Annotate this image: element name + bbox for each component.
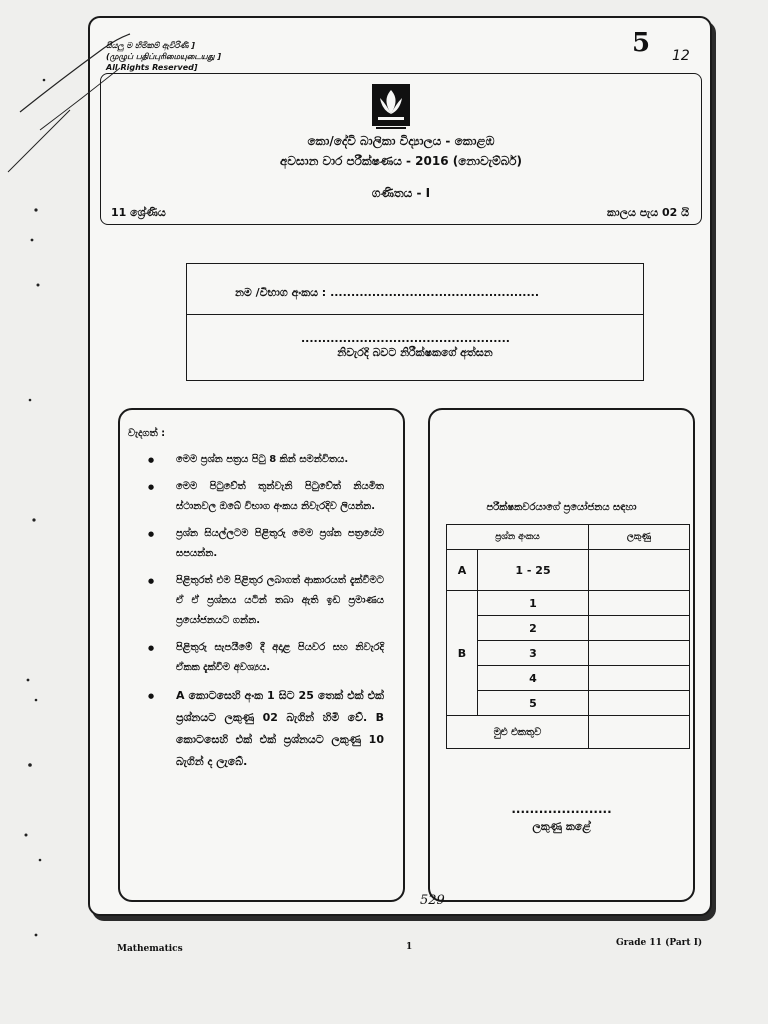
exam-title: අවසාන වාර පරීක්ෂණය - 2016 (නොවැම්බර්) bbox=[279, 154, 523, 168]
marks-cell[interactable] bbox=[589, 666, 690, 691]
question-number: 5 bbox=[478, 691, 589, 716]
marks-cell[interactable] bbox=[589, 550, 690, 591]
instruction-item: ● පිළිතුරත් එම පිළිතුර ලබාගත් ආකාරයත් දැක්වීමට ඒ ඒ ප්‍රශ්නය යටින් තබා ඇති ඉඩ ප්‍රමාණය ප්‍රයෝජනයට ගන්න. bbox=[148, 571, 384, 631]
time-allowed: කාලය පැය 02 යි bbox=[607, 206, 689, 219]
marks-cell[interactable] bbox=[589, 691, 690, 716]
footer-subject: Mathematics bbox=[117, 944, 183, 954]
instruction-item: ● A කොටසෙහි අංක 1 සිට 25 තෙක් එක් එක් ප්‍රශ්නයට ලකුණු 02 බැගින් හිමි වේ. B කොටසෙහි එක් එක් ප්‍රශ්නයට ලකුණු 10 බැගින් ද ලැබේ. bbox=[148, 685, 384, 773]
instructions-list bbox=[148, 450, 384, 780]
copyright-tamil: (முழுப் பதிப்புரிமையுடையது ] bbox=[106, 52, 222, 61]
marks-cell[interactable] bbox=[589, 591, 690, 616]
candidate-details-box bbox=[186, 263, 644, 381]
grade-label: 11 ශ්‍රේණිය bbox=[111, 206, 166, 219]
box-divider bbox=[187, 314, 643, 315]
supervisor-signature-line[interactable]: .................................................. bbox=[301, 332, 510, 345]
instructions-box bbox=[118, 408, 405, 902]
footer-grade: Grade 11 (Part I) bbox=[616, 938, 703, 948]
paper-header bbox=[100, 73, 702, 225]
table-row bbox=[447, 525, 690, 550]
part-a-label: A bbox=[447, 550, 478, 591]
instruction-item: ● මෙම ප්‍රශ්න පත්‍රය පිටු 8 කින් සමන්විතය. bbox=[148, 450, 384, 470]
question-number: 1 bbox=[478, 591, 589, 616]
marks-table bbox=[446, 524, 690, 749]
table-row bbox=[447, 716, 690, 749]
marks-cell[interactable] bbox=[589, 641, 690, 666]
marker-signature-line[interactable]: ...................... bbox=[511, 802, 612, 816]
column-header-question: ප්‍රශ්න අංකය bbox=[447, 525, 589, 550]
instruction-item: ● මෙම පිටුවේත් තුන්වැනි පිටුවේත් නියමිත ස්ථානවල ඔබේ විභාග අංකය නිවැරදිව ලියන්න. bbox=[148, 477, 384, 517]
table-row bbox=[447, 616, 690, 641]
table-row bbox=[447, 691, 690, 716]
table-row bbox=[447, 641, 690, 666]
column-header-marks: ලකුණු bbox=[589, 525, 690, 550]
supervisor-signature-label: නිවැරදි බවට නිරීක්ෂකගේ අත්සන bbox=[337, 346, 493, 359]
part-a-range: 1 - 25 bbox=[478, 550, 589, 591]
footer-page-number: 1 bbox=[406, 942, 413, 952]
handwritten-page-number: 5 bbox=[632, 28, 651, 58]
marks-cell[interactable] bbox=[589, 616, 690, 641]
handwritten-sequence-number: 529 bbox=[420, 893, 445, 908]
table-row bbox=[447, 550, 690, 591]
total-label: මුළු එකතුව bbox=[447, 716, 589, 749]
instruction-item: ● ප්‍රශ්න සියල්ලටම පිළිතුරු මෙම ප්‍රශ්න පත්‍රයේම සපයන්න. bbox=[148, 524, 384, 564]
copyright-sinhala: සියලු ම හිමිකම් ඇවිරිණි ] bbox=[106, 41, 195, 50]
name-index-field[interactable] bbox=[235, 286, 539, 300]
total-marks-cell[interactable] bbox=[589, 716, 690, 749]
instruction-item: ● පිළිතුරු සැපයීමේ දී අදාළ පියවර සහ නිවැරදි ඒකක දැක්වීම අවශ්‍යය. bbox=[148, 638, 384, 678]
subject-title: ගණිතය - I bbox=[371, 186, 431, 200]
question-number: 2 bbox=[478, 616, 589, 641]
school-name: කො/දේවි බාලිකා විද්‍යාලය - කොළඹ bbox=[307, 134, 495, 148]
name-index-label: නම /විභාග අංකය : bbox=[235, 286, 327, 299]
examiner-use-box bbox=[428, 408, 695, 902]
copyright-english: All Rights Reserved] bbox=[106, 63, 198, 72]
part-b-label: B bbox=[447, 591, 478, 716]
table-row bbox=[447, 591, 690, 616]
handwritten-note: 12 bbox=[672, 48, 690, 64]
instructions-heading: වැදගත් : bbox=[128, 428, 166, 439]
question-number: 3 bbox=[478, 641, 589, 666]
question-number: 4 bbox=[478, 666, 589, 691]
marker-signature-label: ලකුණු කළේ bbox=[532, 820, 591, 833]
examiner-heading: පරීක්ෂකවරයාගේ ප්‍රයෝජනය සඳහා bbox=[486, 502, 637, 513]
school-crest-icon bbox=[372, 84, 410, 130]
copyright-notice bbox=[106, 40, 221, 73]
table-row bbox=[447, 666, 690, 691]
name-index-dots: .................................................. bbox=[330, 286, 539, 299]
